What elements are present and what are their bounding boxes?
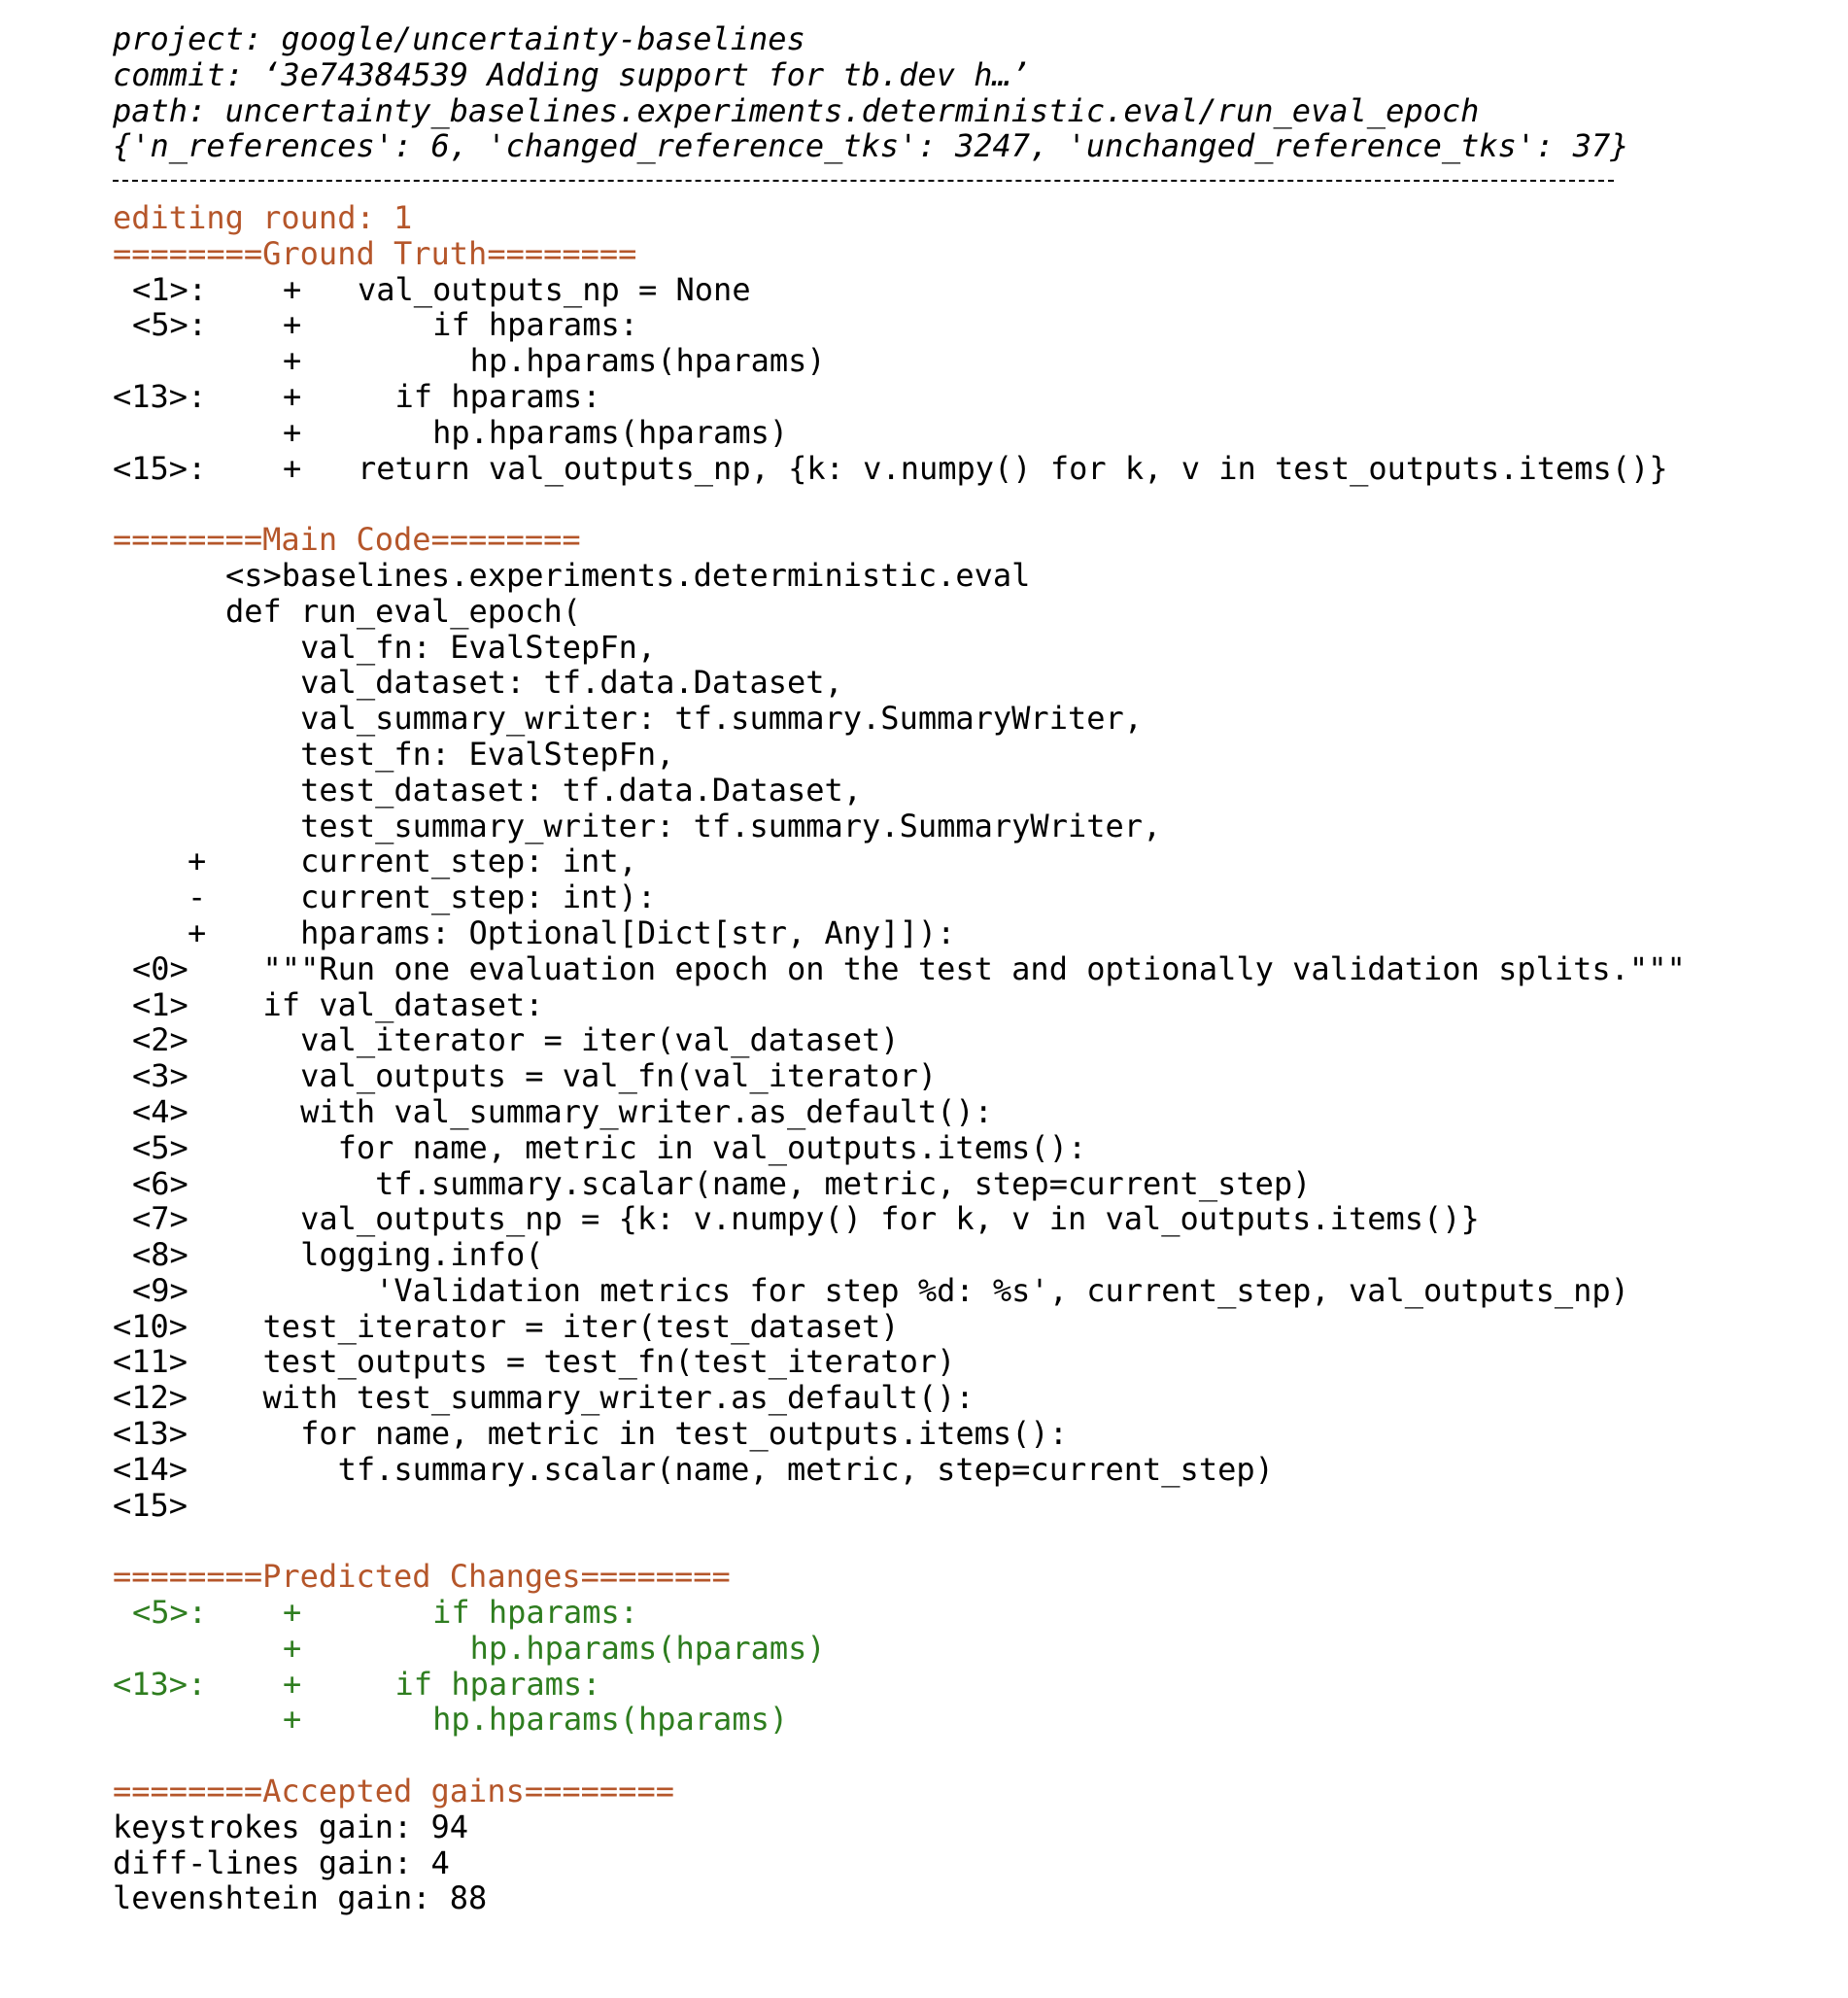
code-text: test_fn: EvalStepFn,	[225, 735, 675, 773]
diff-marker: +	[283, 1594, 302, 1632]
line-number: <15>:	[113, 449, 207, 487]
diff-marker: +	[283, 270, 302, 308]
code-line	[113, 915, 1832, 951]
predicted-change-line	[113, 1631, 1832, 1667]
ground-truth-line	[113, 415, 1832, 451]
accepted-gains-heading: ========Accepted gains========	[113, 1773, 674, 1810]
stats-line: {'n_references': 6, 'changed_reference_tks': 3247, 'unchanged_reference_tks': 37}	[113, 127, 1629, 165]
predicted-changes-heading: ========Predicted Changes========	[113, 1558, 731, 1596]
predicted-changes-lines	[113, 1595, 1832, 1738]
code-line	[113, 1344, 1832, 1380]
line-number: <8>	[132, 1236, 188, 1274]
line-number: <9>	[132, 1271, 188, 1309]
code-line	[113, 879, 1832, 915]
code-text: <s>baselines.experiments.deterministic.eval	[225, 556, 1031, 594]
code-line	[113, 773, 1832, 809]
code-line	[113, 1166, 1832, 1202]
diff-lines-gain: diff-lines gain: 4	[113, 1843, 450, 1881]
code-text: 'Validation metrics for step %d: %s', current_step, val_outputs_np)	[225, 1271, 1629, 1309]
code-line	[113, 1201, 1832, 1237]
line-number: <10>	[113, 1307, 188, 1345]
line-number: <13>:	[113, 1665, 207, 1703]
code-text: val_outputs_np = None	[358, 270, 751, 308]
code-text: hparams: Optional[Dict[str, Any]]):	[225, 913, 956, 951]
line-number: <3>	[132, 1057, 188, 1095]
keystrokes-gain: keystrokes gain: 94	[113, 1808, 469, 1845]
code-text: val_dataset: tf.data.Dataset,	[225, 664, 843, 702]
code-line	[113, 665, 1832, 701]
code-text: if hparams:	[358, 1594, 638, 1632]
code-line	[113, 951, 1832, 987]
code-text: test_outputs = test_fn(test_iterator)	[225, 1343, 956, 1381]
code-line	[113, 558, 1832, 594]
code-text: if hparams:	[358, 306, 638, 344]
code-text: for name, metric in val_outputs.items():	[225, 1128, 1087, 1166]
diff-marker: +	[283, 1701, 302, 1739]
code-line	[113, 1416, 1832, 1452]
code-text: val_fn: EvalStepFn,	[225, 628, 657, 666]
code-line	[113, 809, 1832, 844]
line-number: <4>	[132, 1092, 188, 1130]
code-line	[113, 737, 1832, 773]
diff-marker: -	[188, 878, 207, 916]
line-number: <5>:	[132, 306, 208, 344]
code-text: if val_dataset:	[225, 985, 544, 1023]
code-text: return val_outputs_np, {k: v.numpy() for k, v in test_outputs.items()}	[358, 449, 1668, 487]
code-line	[113, 1130, 1832, 1166]
diff-marker: +	[283, 1665, 302, 1703]
line-number: <13>	[113, 1415, 188, 1453]
code-text: current_step: int,	[225, 843, 637, 880]
code-line	[113, 1237, 1832, 1273]
code-line	[113, 1022, 1832, 1058]
diff-marker: +	[188, 843, 207, 880]
ground-truth-line	[113, 272, 1832, 308]
code-text: val_iterator = iter(val_dataset)	[225, 1021, 900, 1059]
code-line	[113, 844, 1832, 879]
line-number: <2>	[132, 1021, 188, 1059]
code-text: if hparams:	[358, 377, 601, 415]
diff-report	[113, 21, 1832, 1916]
code-text: with val_summary_writer.as_default():	[225, 1092, 993, 1130]
code-text: def run_eval_epoch(	[225, 592, 582, 630]
code-text: logging.info(	[225, 1236, 544, 1274]
code-text: test_iterator = iter(test_dataset)	[225, 1307, 900, 1345]
predicted-change-line	[113, 1595, 1832, 1631]
line-number: <7>	[132, 1200, 188, 1238]
code-text: val_outputs_np = {k: v.numpy() for k, v in val_outputs.items()}	[225, 1200, 1480, 1238]
levenshtein-gain: levenshtein gain: 88	[113, 1879, 488, 1917]
code-text: hp.hparams(hparams)	[358, 342, 826, 380]
ground-truth-line	[113, 307, 1832, 343]
code-line	[113, 1309, 1832, 1345]
code-line	[113, 701, 1832, 737]
line-number: <12>	[113, 1379, 188, 1417]
code-text: test_summary_writer: tf.summary.SummaryWriter,	[225, 807, 1162, 844]
ground-truth-lines	[113, 272, 1832, 487]
editing-round-label: editing round: 1	[113, 198, 413, 236]
project-line: project: google/uncertainty-baselines	[113, 20, 805, 57]
code-text: tf.summary.scalar(name, metric, step=current_step)	[225, 1164, 1312, 1202]
diff-marker: +	[283, 449, 302, 487]
code-line	[113, 1058, 1832, 1094]
code-text: hp.hparams(hparams)	[358, 413, 789, 451]
code-line	[113, 1452, 1832, 1488]
code-text: test_dataset: tf.data.Dataset,	[225, 771, 863, 809]
separator-rule	[113, 164, 1832, 200]
code-text: for name, metric in test_outputs.items():	[225, 1415, 1068, 1453]
code-text: """Run one evaluation epoch on the test and optionally validation splits."""	[225, 949, 1686, 987]
line-number: <11>	[113, 1343, 188, 1381]
line-number: <5>:	[132, 1594, 208, 1632]
code-line	[113, 1488, 1832, 1524]
diff-marker: +	[188, 913, 207, 951]
ground-truth-heading: ========Ground Truth========	[113, 234, 637, 272]
code-line	[113, 1380, 1832, 1416]
line-number: <0>	[132, 949, 188, 987]
diff-marker: +	[283, 342, 302, 380]
line-number: <1>	[132, 985, 188, 1023]
ground-truth-line	[113, 343, 1832, 379]
code-text: val_outputs = val_fn(val_iterator)	[225, 1057, 938, 1095]
diff-marker: +	[283, 377, 302, 415]
line-number: <15>	[113, 1486, 188, 1524]
commit-line: commit: ‘3e74384539 Adding support for tb.dev h…’	[113, 55, 1031, 93]
code-text: tf.summary.scalar(name, metric, step=current_step)	[225, 1450, 1274, 1488]
code-text: hp.hparams(hparams)	[358, 1701, 789, 1739]
code-text: with test_summary_writer.as_default():	[225, 1379, 975, 1417]
code-line	[113, 594, 1832, 630]
code-line	[113, 987, 1832, 1023]
code-text: hp.hparams(hparams)	[358, 1629, 826, 1667]
path-line: path: uncertainty_baselines.experiments.deterministic.eval/run_eval_epoch	[113, 91, 1480, 129]
main-code-lines	[113, 558, 1832, 1524]
predicted-change-line	[113, 1667, 1832, 1703]
diff-marker: +	[283, 306, 302, 344]
code-line	[113, 1273, 1832, 1309]
main-code-heading: ========Main Code========	[113, 521, 581, 559]
predicted-change-line	[113, 1702, 1832, 1738]
line-number: <14>	[113, 1450, 188, 1488]
diff-marker: +	[283, 1629, 302, 1667]
code-text: if hparams:	[358, 1665, 601, 1703]
ground-truth-line	[113, 451, 1832, 487]
code-text: current_step: int):	[225, 878, 657, 916]
line-number: <13>:	[113, 377, 207, 415]
line-number: <1>:	[132, 270, 208, 308]
code-line	[113, 630, 1832, 666]
diff-marker: +	[283, 413, 302, 451]
code-line	[113, 1094, 1832, 1130]
line-number: <6>	[132, 1164, 188, 1202]
line-number: <5>	[132, 1128, 188, 1166]
code-text: val_summary_writer: tf.summary.SummaryWriter,	[225, 700, 1144, 738]
ground-truth-line	[113, 379, 1832, 415]
